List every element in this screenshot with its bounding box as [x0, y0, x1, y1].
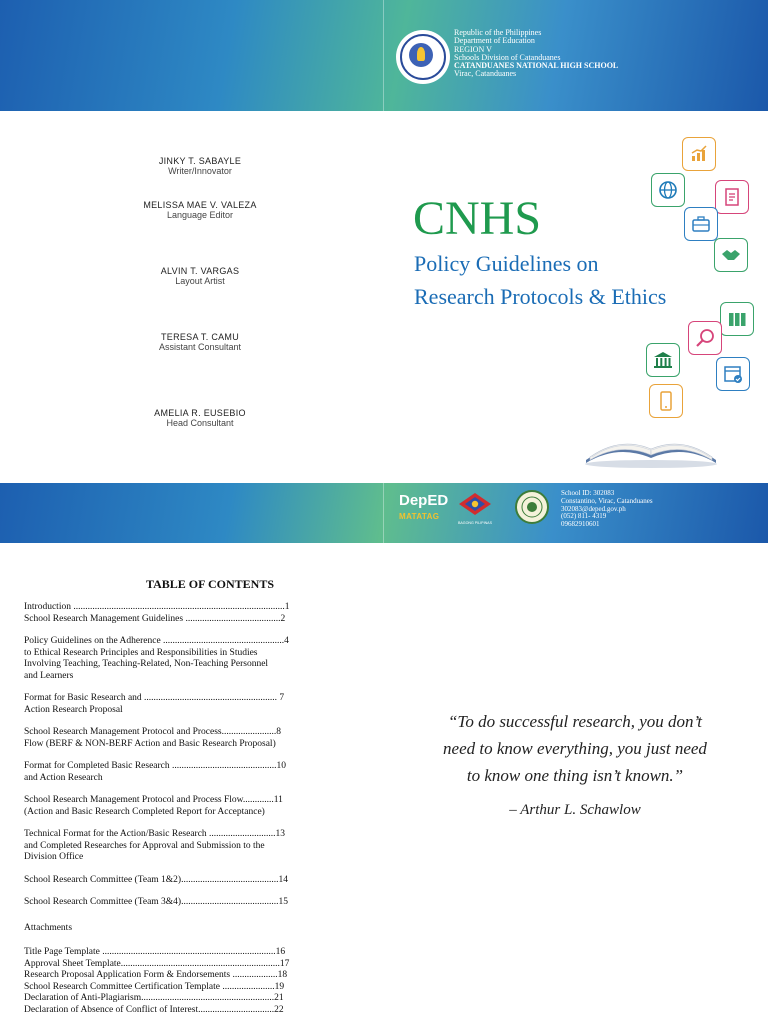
credit-name: TERESA T. CAMU: [160, 332, 240, 342]
header-line: Schools Division of Catanduanes: [454, 52, 561, 62]
document-icon: [715, 180, 749, 214]
toc-line: School Research Management Protocol and Process.......................8: [24, 727, 281, 737]
credit-role: Language Editor: [166, 210, 234, 220]
toc-attachment-line: Approval Sheet Template...................................................................17: [24, 958, 290, 969]
header-line: Department of Education: [454, 36, 535, 46]
toc-line: and Completed Researches for Approval and Submission to the: [24, 840, 265, 851]
toc-entry: [24, 761, 329, 784]
credit-role: Head Consultant: [166, 418, 234, 428]
bagong-pilipinas-label: BAGONG PILIPINAS: [458, 521, 492, 525]
header-line: REGION V: [454, 44, 492, 54]
toc-line: Division Office: [24, 852, 84, 862]
school-contact-info: [561, 490, 653, 529]
toc-line: School Research Committee (Team 1&2).........................................14: [24, 874, 288, 885]
open-book-icon: [578, 422, 724, 470]
toc-entry: [24, 636, 329, 682]
quote-author: – Arthur L. Schawlow: [509, 802, 641, 818]
credit-role: Layout Artist: [175, 276, 225, 286]
binders-icon: [720, 302, 754, 336]
deped-matatag-logo: [399, 493, 448, 521]
calendar-check-icon: [716, 357, 750, 391]
toc-entry: [24, 897, 329, 909]
bagong-pilipinas-logo: [457, 492, 493, 525]
cover-subtitle-line2: Research Protocols & Ethics: [414, 284, 667, 309]
toc-attachment-line: Declaration of Absence of Conflict of Interest................................22: [24, 1004, 284, 1015]
quote-line: to know one thing isn’t known.”: [466, 766, 684, 785]
museum-icon: [646, 343, 680, 377]
toc-line: and Action Research: [24, 772, 103, 783]
contact-line: School ID: 302083: [561, 489, 615, 497]
toc-line: Flow (BERF & NON-BERF Action and Basic Research Proposal): [24, 738, 276, 749]
cover-title: CNHS: [413, 192, 542, 245]
credit-name: JINKY T. SABAYLE: [158, 156, 242, 166]
toc-line: (Action and Basic Research Completed Report for Acceptance): [24, 806, 265, 817]
chart-growth-icon: [682, 137, 716, 171]
contact-line: (052) 811- 4319: [561, 512, 607, 521]
toc-line: Involving Teaching, Teaching-Related, Non-Teaching Personnel: [24, 659, 269, 669]
cover-subtitle-line1: Policy Guidelines on: [414, 251, 599, 276]
credit-writer: [40, 156, 360, 176]
toc-line: School Research Committee (Team 3&4).........................................15: [24, 897, 288, 907]
mobile-phone-icon: [649, 384, 683, 418]
magnifier-icon: [688, 321, 722, 355]
contact-line: Constantino, Virac, Catanduanes: [561, 496, 653, 505]
handshake-icon: [714, 238, 748, 272]
credit-role: Assistant Consultant: [158, 342, 242, 352]
briefcase-icon: [684, 207, 718, 241]
credit-name: AMELIA R. EUSEBIO: [154, 408, 246, 418]
toc-line: Policy Guidelines on the Adherence ...................................................4: [24, 636, 289, 646]
toc-entry: [24, 693, 329, 716]
credit-name: MELISSA MAE V. VALEZA: [143, 200, 257, 210]
quote-line: need to know everything, you just need: [443, 739, 707, 758]
toc-attachment-line: Research Proposal Application Form & Endorsements ...................18: [24, 970, 288, 980]
spine-divider: [383, 483, 384, 543]
matatag-wordmark: MATATAG: [399, 512, 440, 521]
toc-line: and Learners: [24, 670, 74, 681]
header-line: CATANDUANES NATIONAL HIGH SCHOOL: [454, 61, 619, 71]
toc-entry: [24, 727, 329, 750]
toc-line: School Research Management Protocol and Process Flow.............11: [24, 795, 283, 805]
toc-attachment-line: Title Page Template .........................................................................16: [24, 947, 286, 957]
quote-line: “To do successful research, you don’t: [447, 712, 703, 731]
toc-entry: [24, 829, 329, 864]
credit-head-consultant: [40, 408, 360, 428]
globe-icon: [651, 173, 685, 207]
toc-entry: [24, 602, 329, 625]
toc-attachment-line: School Research Committee Certification Template ......................19: [24, 981, 285, 992]
toc-title: TABLE OF CONTENTS: [146, 577, 275, 591]
spine-divider: [383, 0, 384, 111]
quote-text: [400, 708, 750, 789]
contact-line: 09682910601: [561, 520, 600, 529]
credit-layout-artist: [40, 266, 360, 286]
toc-attachment-line: Declaration of Anti-Plagiarism........................................................21: [24, 993, 284, 1003]
header-line: Republic of the Philippines: [454, 28, 542, 37]
credit-assistant-consultant: [40, 332, 360, 352]
toc-line: Action Research Proposal: [24, 704, 123, 715]
toc-entry: [24, 875, 329, 887]
toc-line: Introduction .........................................................................................1: [24, 602, 290, 612]
cover-bottom-band: [0, 483, 768, 543]
toc-line: Format for Completed Basic Research ............................................10: [24, 761, 287, 771]
school-seal-logo: [515, 490, 549, 524]
credit-role: Writer/Innovator: [168, 166, 232, 176]
toc-line: to Ethical Research Principles and Responsibilities in Studies: [24, 647, 258, 658]
toc-attachments-label: Attachments: [24, 922, 73, 933]
toc-line: Format for Basic Research and ........................................................ 7: [24, 693, 285, 703]
contact-line: 302083@deped.gov.ph: [561, 504, 626, 513]
toc-entry: [24, 795, 329, 818]
credit-language-editor: [40, 200, 360, 220]
toc-line: School Research Management Guidelines ........................................2: [24, 613, 286, 624]
deped-wordmark: DepED: [399, 492, 449, 509]
credit-name: ALVIN T. VARGAS: [160, 266, 240, 276]
toc-line: Technical Format for the Action/Basic Research ............................13: [24, 829, 286, 839]
header-line: Virac, Catanduanes: [454, 69, 517, 79]
table-of-contents: [24, 602, 329, 1016]
deped-seal-logo: [396, 30, 450, 84]
school-header: [454, 29, 754, 79]
